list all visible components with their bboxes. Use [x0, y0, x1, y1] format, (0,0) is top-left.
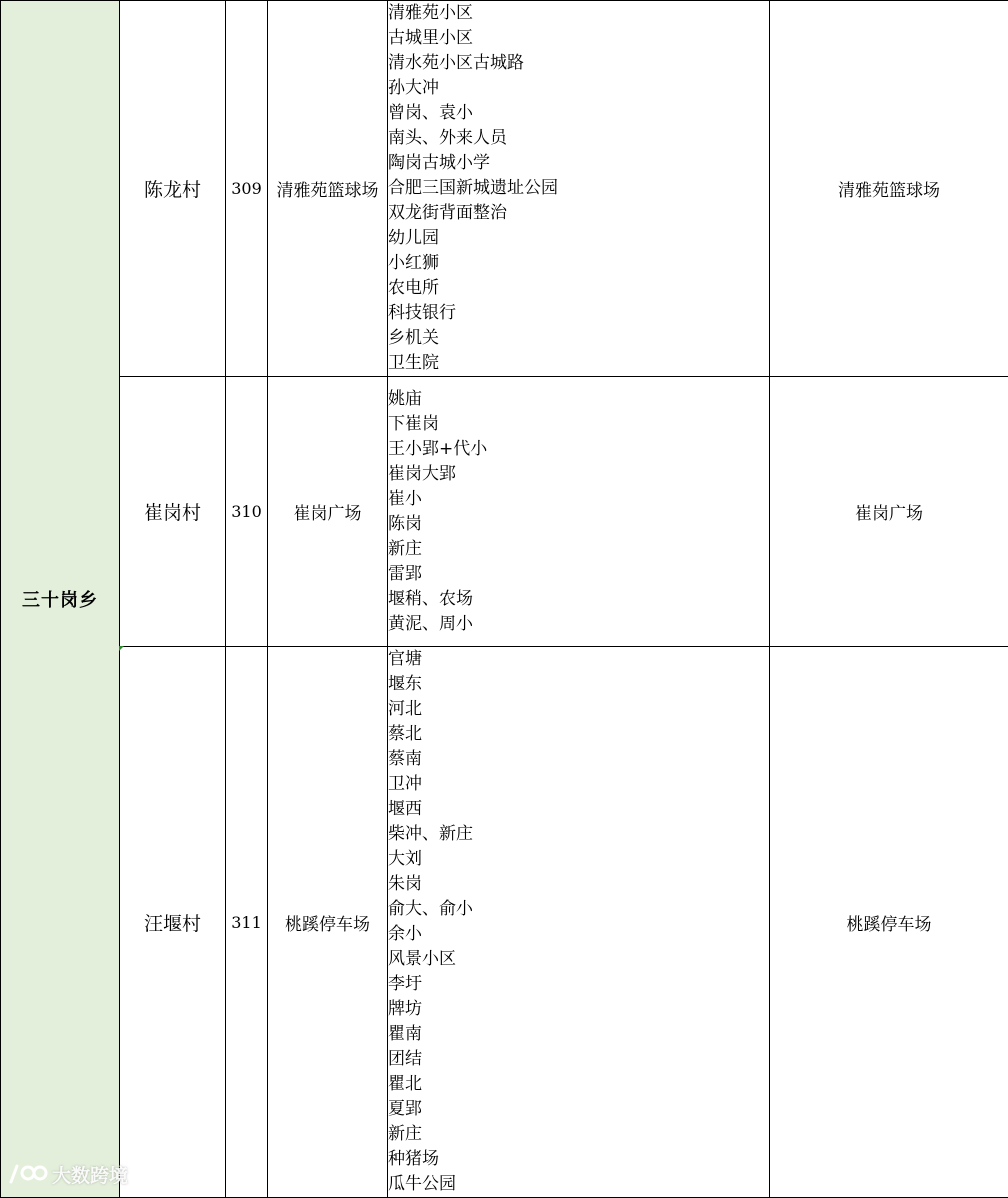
- watermark-logo-icon: [8, 1162, 48, 1186]
- destination-cell[interactable]: 清雅苑篮球场: [770, 1, 1008, 377]
- area-item: 风景小区: [388, 947, 769, 972]
- watermark-text: 大数跨境: [52, 1161, 128, 1188]
- table-row: [1, 1, 1008, 377]
- area-item: 幼儿园: [388, 226, 769, 251]
- area-item: 古城里小区: [388, 26, 769, 51]
- area-item: 卫冲: [388, 772, 769, 797]
- area-item: 乡机关: [388, 326, 769, 351]
- area-item: 农电所: [388, 276, 769, 301]
- area-item: 新庄: [388, 537, 769, 562]
- site-cell[interactable]: 桃蹊停车场: [268, 647, 388, 1198]
- area-item: 朱岗: [388, 872, 769, 897]
- destination-cell[interactable]: 桃蹊停车场: [770, 647, 1008, 1198]
- area-item: 李圩: [388, 972, 769, 997]
- area-item: 夏郢: [388, 1097, 769, 1122]
- destination-cell[interactable]: 崔岗广场: [770, 377, 1008, 647]
- area-item: 姚庙: [388, 387, 769, 412]
- table-row: [1, 647, 1008, 1198]
- village-cell[interactable]: 陈龙村: [120, 1, 226, 377]
- area-item: 瞿北: [388, 1072, 769, 1097]
- number-cell[interactable]: 309: [226, 1, 268, 377]
- area-item: 俞大、俞小: [388, 897, 769, 922]
- cell-comment-marker: [119, 646, 124, 651]
- area-item: 陈岗: [388, 512, 769, 537]
- area-item: 雷郢: [388, 562, 769, 587]
- area-item: 蔡北: [388, 722, 769, 747]
- watermark: [8, 1160, 128, 1188]
- area-item: 团结: [388, 1047, 769, 1072]
- area-item: 下崔岗: [388, 412, 769, 437]
- area-item: 柴冲、新庄: [388, 822, 769, 847]
- area-item: 大刘: [388, 847, 769, 872]
- village-cell[interactable]: 崔岗村: [120, 377, 226, 647]
- area-item: 科技银行: [388, 301, 769, 326]
- area-item: 合肥三国新城遗址公园: [388, 176, 769, 201]
- area-item: 新庄: [388, 1122, 769, 1147]
- site-cell[interactable]: 清雅苑篮球场: [268, 1, 388, 377]
- site-cell[interactable]: 崔岗广场: [268, 377, 388, 647]
- number-cell[interactable]: 310: [226, 377, 268, 647]
- area-item: 清水苑小区古城路: [388, 51, 769, 76]
- area-item: 堰西: [388, 797, 769, 822]
- village-cell[interactable]: 汪堰村: [120, 647, 226, 1198]
- areas-cell[interactable]: [388, 647, 770, 1198]
- area-item: 双龙街背面整治: [388, 201, 769, 226]
- area-item: 清雅苑小区: [388, 1, 769, 26]
- area-item: 堰东: [388, 672, 769, 697]
- area-item: 余小: [388, 922, 769, 947]
- area-item: 崔小: [388, 487, 769, 512]
- table-row: [1, 377, 1008, 647]
- town-cell[interactable]: 三十岗乡: [1, 1, 120, 1198]
- area-item: 牌坊: [388, 997, 769, 1022]
- area-item: 曾岗、袁小: [388, 101, 769, 126]
- number-cell[interactable]: 311: [226, 647, 268, 1198]
- area-item: 崔岗大郢: [388, 462, 769, 487]
- area-item: 官塘: [388, 647, 769, 672]
- area-item: 种猪场: [388, 1147, 769, 1172]
- areas-cell[interactable]: [388, 1, 770, 377]
- area-item: 黄泥、周小: [388, 612, 769, 637]
- area-item: 卫生院: [388, 351, 769, 376]
- area-item: 王小郢+代小: [388, 437, 769, 462]
- area-item: 小红狮: [388, 251, 769, 276]
- area-item: 瞿南: [388, 1022, 769, 1047]
- areas-cell[interactable]: [388, 377, 770, 647]
- area-item: 陶岗古城小学: [388, 151, 769, 176]
- area-item: 蔡南: [388, 747, 769, 772]
- area-item: 孙大冲: [388, 76, 769, 101]
- area-item: 瓜牛公园: [388, 1172, 769, 1197]
- area-item: 南头、外来人员: [388, 126, 769, 151]
- area-item: 堰稍、农场: [388, 587, 769, 612]
- area-item: 河北: [388, 697, 769, 722]
